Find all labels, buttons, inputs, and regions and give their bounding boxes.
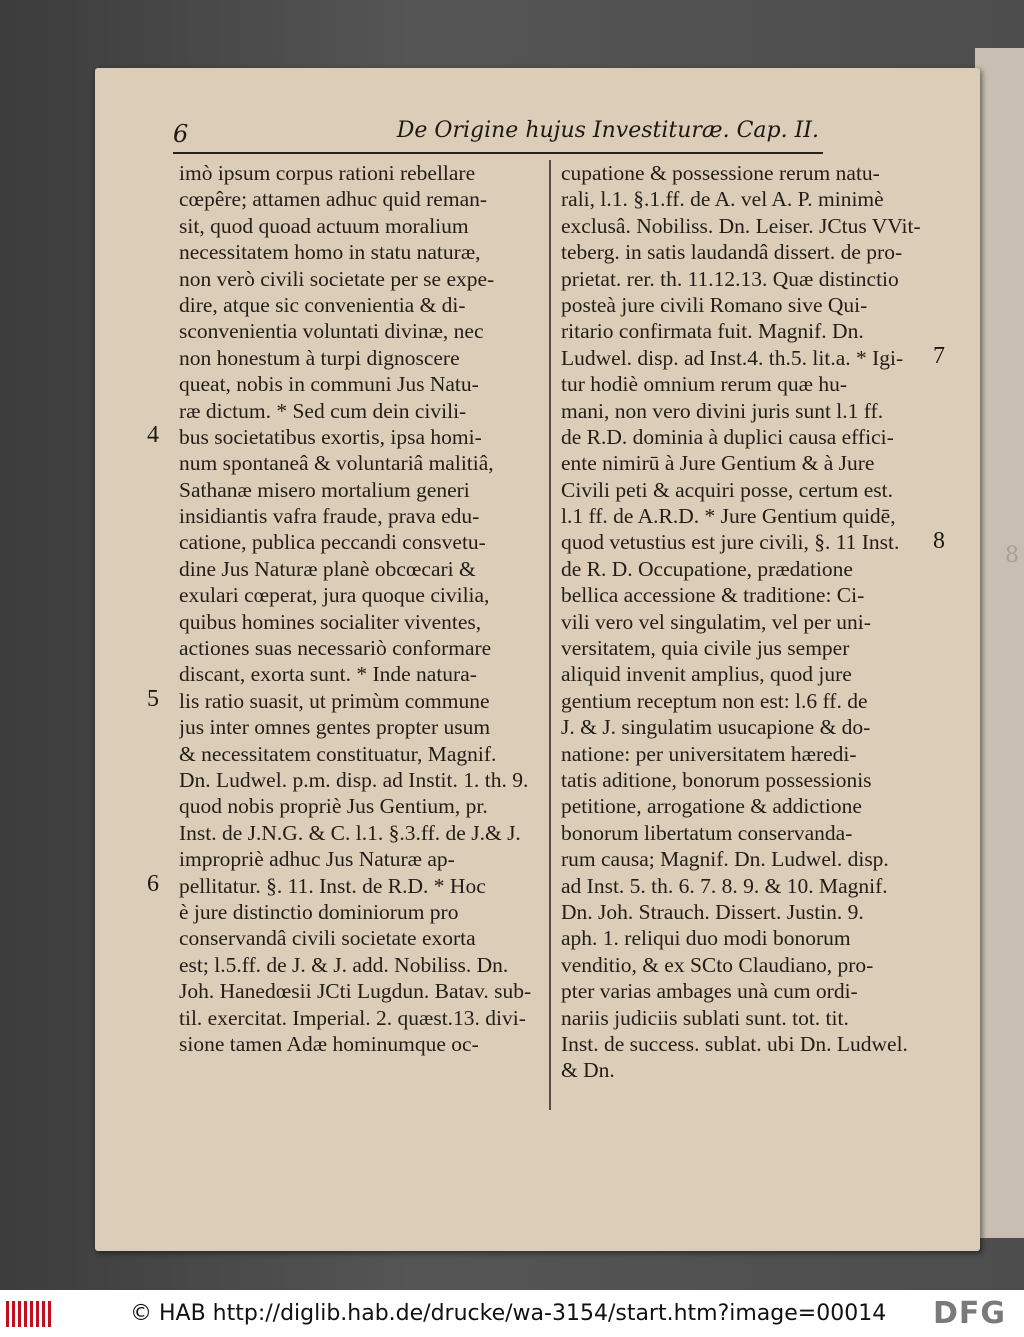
text-line: sione tamen Adæ hominumque oc- xyxy=(179,1031,479,1056)
text-line: discant, exorta sunt. * Inde natura- xyxy=(179,662,477,687)
text-line: quod vetustius est jure civili, §. 11 Inst. xyxy=(561,530,900,555)
text-line: rali, l.1. §.1.ff. de A. vel A. P. minimè xyxy=(561,187,884,212)
text-line: & necessitatem constituatur, Magnif. xyxy=(179,741,497,766)
text-line: necessitatem homo in statu naturæ, xyxy=(179,240,481,265)
column-divider xyxy=(549,160,551,1110)
text-line: teberg. in satis laudandâ dissert. de pro- xyxy=(561,240,903,265)
text-line: sconvenientia voluntati divinæ, nec xyxy=(179,319,484,344)
text-line: vili vero vel singulatim, vel per uni- xyxy=(561,609,871,634)
text-line: aph. 1. reliqui duo modi bonorum xyxy=(561,926,851,951)
text-line: de R.D. dominia à duplici causa effici- xyxy=(561,424,894,449)
text-line: exclusâ. Nobiliss. Dn. Leiser. JCtus VVit- xyxy=(561,213,921,238)
text-line: quibus homines socialiter viventes, xyxy=(179,609,482,634)
next-page-edge xyxy=(975,48,1024,1238)
next-page-digit: 8 xyxy=(1005,543,1019,568)
credit-text: © HAB http://diglib.hab.de/drucke/wa-3154/start.htm?image=00014 xyxy=(130,1301,887,1326)
text-line: queat, nobis in communi Jus Natu- xyxy=(179,372,479,397)
margin-number: 8 xyxy=(933,527,945,554)
text-line: posteà jure civili Romano sive Qui- xyxy=(561,292,868,317)
text-line: de R. D. Occupatione, prædatione xyxy=(561,556,853,581)
text-line: catione, publica peccandi consvetu- xyxy=(179,530,486,555)
text-line: ritario confirmata fuit. Magnif. Dn. xyxy=(561,319,864,344)
text-line: dine Jus Naturæ planè obcœcari & xyxy=(179,556,476,581)
text-line: num spontaneâ & voluntariâ malitiâ, xyxy=(179,451,494,476)
hab-logo-icon xyxy=(6,1299,56,1329)
text-line: tur hodiè omnium rerum quæ hu- xyxy=(561,372,848,397)
text-line: sit, quod quoad actuum moralium xyxy=(179,213,469,238)
text-line: rum causa; Magnif. Dn. Ludwel. disp. xyxy=(561,847,889,872)
text-line: J. & J. singulatim usucapione & do- xyxy=(561,715,871,740)
text-line: Sathanæ misero mortalium generi xyxy=(179,477,470,502)
text-line: bonorum libertatum conservanda- xyxy=(561,820,853,845)
text-line: exulari cœperat, jura quoque civilia, xyxy=(179,583,490,608)
text-line: gentium receptum non est: l.6 ff. de xyxy=(561,688,868,713)
text-line: lis ratio suasit, ut primùm commune xyxy=(179,688,490,713)
text-line: non honestum à turpi dignoscere xyxy=(179,345,460,370)
text-line: til. exercitat. Imperial. 2. quæst.13. divi- xyxy=(179,1005,526,1030)
text-line: Inst. de J.N.G. & C. l.1. §.3.ff. de J.& J. xyxy=(179,820,521,845)
text-line: tatis aditione, bonorum possessionis xyxy=(561,767,872,792)
text-line: quod nobis propriè Jus Gentium, pr. xyxy=(179,794,488,819)
text-line: Inst. de success. sublat. ubi Dn. Ludwel. xyxy=(561,1031,908,1056)
text-line: insidiantis vafra fraude, prava edu- xyxy=(179,504,480,529)
text-line: l.1 ff. de A.R.D. * Jure Gentium quidē, xyxy=(561,504,896,529)
text-line: versitatem, quia civile jus semper xyxy=(561,636,850,661)
text-line: bus societatibus exortis, ipsa homi- xyxy=(179,424,482,449)
text-line: & Dn. xyxy=(561,1058,615,1083)
text-line: aliquid invenit amplius, quod jure xyxy=(561,662,852,687)
text-line: dire, atque sic convenientia & di- xyxy=(179,292,466,317)
text-line: pellitatur. §. 11. Inst. de R.D. * Hoc xyxy=(179,873,486,898)
text-line: conservandâ civili societate exorta xyxy=(179,926,476,951)
text-line: actiones suas necessariò conformare xyxy=(179,636,492,661)
text-line: non verò civili societate per se expe- xyxy=(179,266,495,291)
text-line: Ludwel. disp. ad Inst.4. th.5. lit.a. * Igi- xyxy=(561,345,904,370)
text-line: venditio, & ex SCto Claudiano, pro- xyxy=(561,952,874,977)
margin-number: 5 xyxy=(147,686,159,712)
margin-number: 6 xyxy=(147,870,159,897)
text-line: Joh. Hanedœsii JCti Lugdun. Batav. sub- xyxy=(179,979,532,1004)
text-line: pter varias ambages unà cum ordi- xyxy=(561,979,858,1004)
margin-number: 7 xyxy=(933,342,945,369)
page-number: 6 xyxy=(173,120,189,148)
text-line: cœpêre; attamen adhuc quid reman- xyxy=(179,187,488,212)
text-line: cupatione & possessione rerum natu- xyxy=(561,161,880,185)
text-line: bellica accessione & traditione: Ci- xyxy=(561,583,865,608)
text-line: ræ dictum. * Sed cum dein civili- xyxy=(179,398,467,423)
left-column xyxy=(179,160,544,1057)
running-title: De Origine hujus Investituræ. Cap. II. xyxy=(396,118,819,143)
text-line: Civili peti & acquiri posse, certum est. xyxy=(561,477,893,502)
text-line: è jure distinctio dominiorum pro xyxy=(179,899,459,924)
text-line: imò ipsum corpus rationi rebellare xyxy=(179,161,476,185)
text-line: est; l.5.ff. de J. & J. add. Nobiliss. Dn. xyxy=(179,952,509,977)
footer-bar xyxy=(0,1290,1024,1337)
right-column xyxy=(561,160,926,1084)
text-line: nariis judiciis sublati sunt. tot. tit. xyxy=(561,1005,849,1030)
text-line: prietat. rer. th. 11.12.13. Quæ distinctio xyxy=(561,266,899,291)
text-line: ente nimirū à Jure Gentium & à Jure xyxy=(561,451,875,476)
text-line: jus inter omnes gentes propter usum xyxy=(179,715,491,740)
text-line: ad Inst. 5. th. 6. 7. 8. 9. & 10. Magnif. xyxy=(561,873,888,898)
text-line: mani, non vero divini juris sunt l.1 ff. xyxy=(561,398,884,423)
margin-number: 4 xyxy=(147,422,159,448)
dfg-logo: DFG xyxy=(932,1296,1006,1331)
book-page xyxy=(95,68,980,1251)
text-line: petitione, arrogatione & addictione xyxy=(561,794,862,819)
text-line: Dn. Ludwel. p.m. disp. ad Instit. 1. th. 9. xyxy=(179,767,529,792)
text-line: Dn. Joh. Strauch. Dissert. Justin. 9. xyxy=(561,899,864,924)
text-line: impropriè adhuc Jus Naturæ ap- xyxy=(179,847,455,872)
text-line: natione: per universitatem hæredi- xyxy=(561,741,857,766)
page-header xyxy=(173,116,823,154)
